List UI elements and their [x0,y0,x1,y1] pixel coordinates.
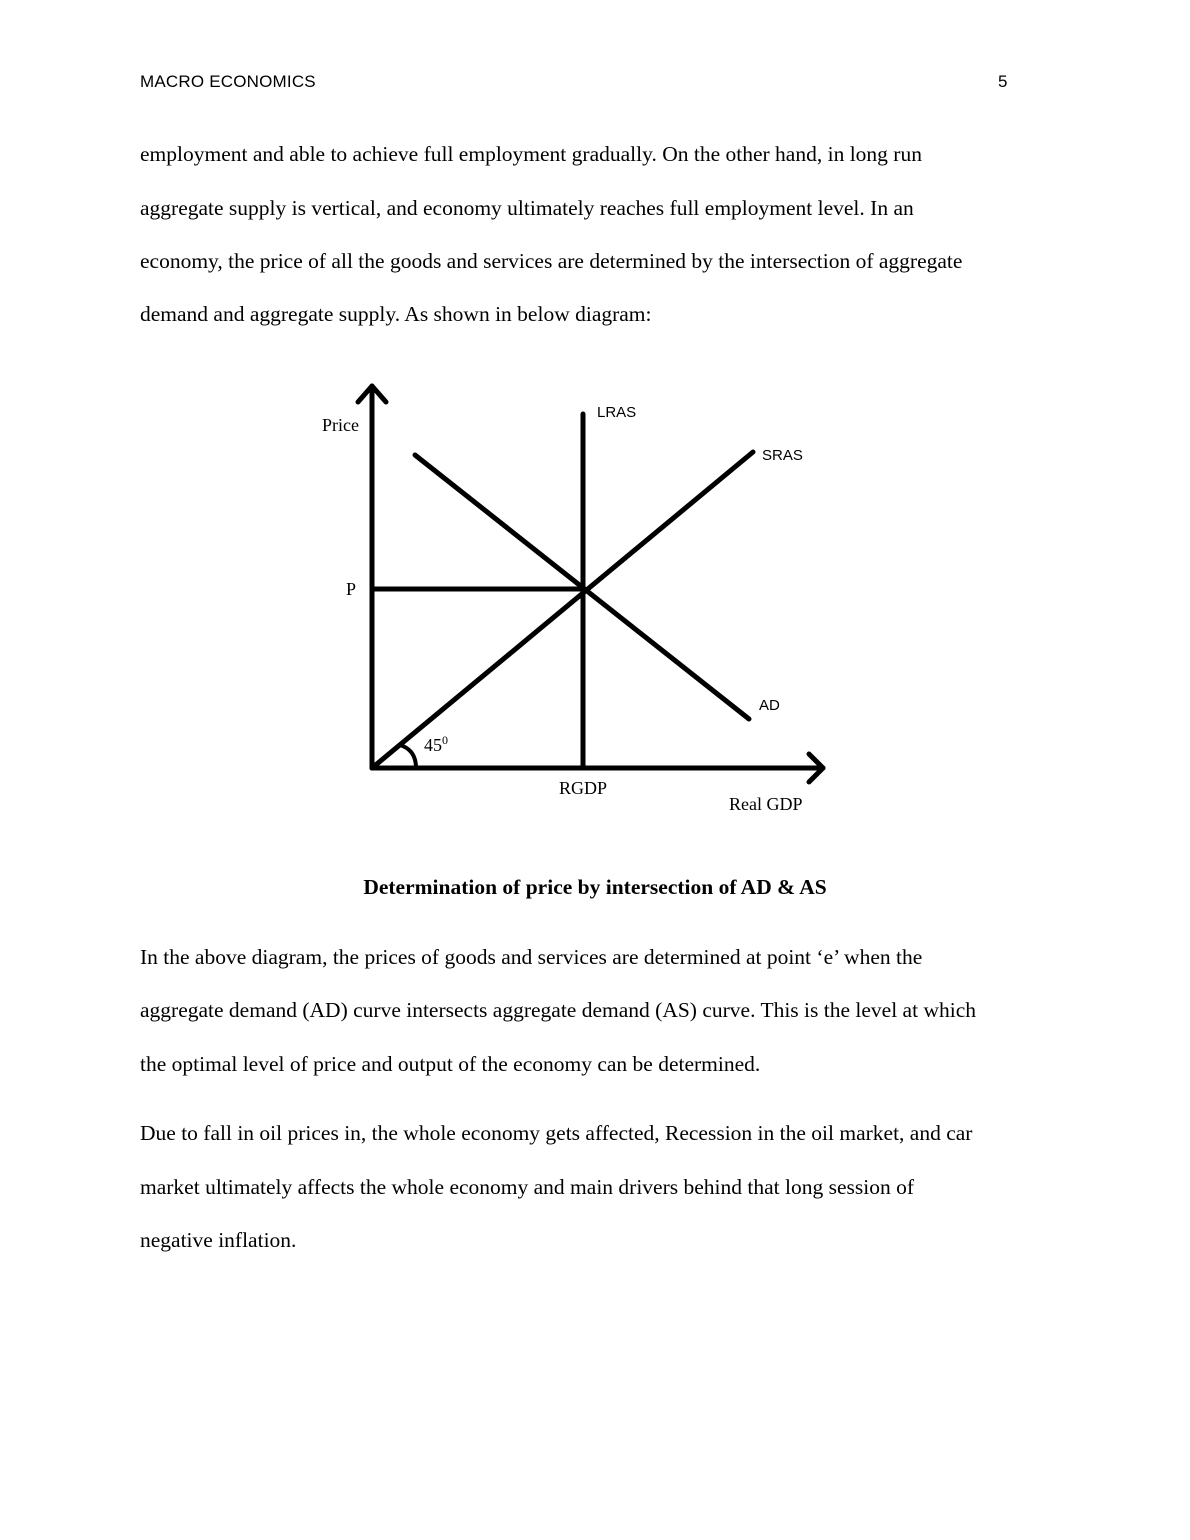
paragraph-line: aggregate demand (AD) curve intersects aggregate demand (AS) curve. This is the level at which [140,998,976,1022]
angle-label [424,733,448,755]
y-axis-label: Price [322,415,359,435]
running-header-title: MACRO ECONOMICS [140,72,316,91]
paragraph-line: economy, the price of all the goods and services are determined by the intersection of aggregate [140,249,963,273]
paragraph-line: aggregate supply is vertical, and economy ultimately reaches full employment level. In an [140,196,914,220]
sras-line [372,452,753,768]
angle-superscript: 0 [442,733,448,747]
ad-label: AD [759,697,780,714]
x-axis-label: Real GDP [729,794,803,814]
paragraph-line: Due to fall in oil prices in, the whole economy gets affected, Recession in the oil market, and car [140,1121,973,1145]
angle-arc [400,745,416,768]
paragraph-line: the optimal level of price and output of the economy can be determined. [140,1052,761,1076]
paragraph-line: In the above diagram, the prices of goods and services are determined at point ‘e’ when the [140,945,923,969]
lras-label: LRAS [597,404,637,421]
sras-label: SRAS [762,447,803,464]
paragraph-line: demand and aggregate supply. As shown in below diagram: [140,302,652,326]
output-level-label: RGDP [559,778,608,798]
page-number: 5 [998,72,1008,91]
angle-value: 45 [424,735,442,755]
paragraph-line: market ultimately affects the whole economy and main drivers behind that long session of [140,1175,914,1199]
paragraph-line: negative inflation. [140,1228,297,1252]
figure-caption: Determination of price by intersection of AD & AS [363,875,827,899]
paragraph-line: employment and able to achieve full employment gradually. On the other hand, in long run [140,142,922,166]
price-level-label: P [346,579,357,599]
